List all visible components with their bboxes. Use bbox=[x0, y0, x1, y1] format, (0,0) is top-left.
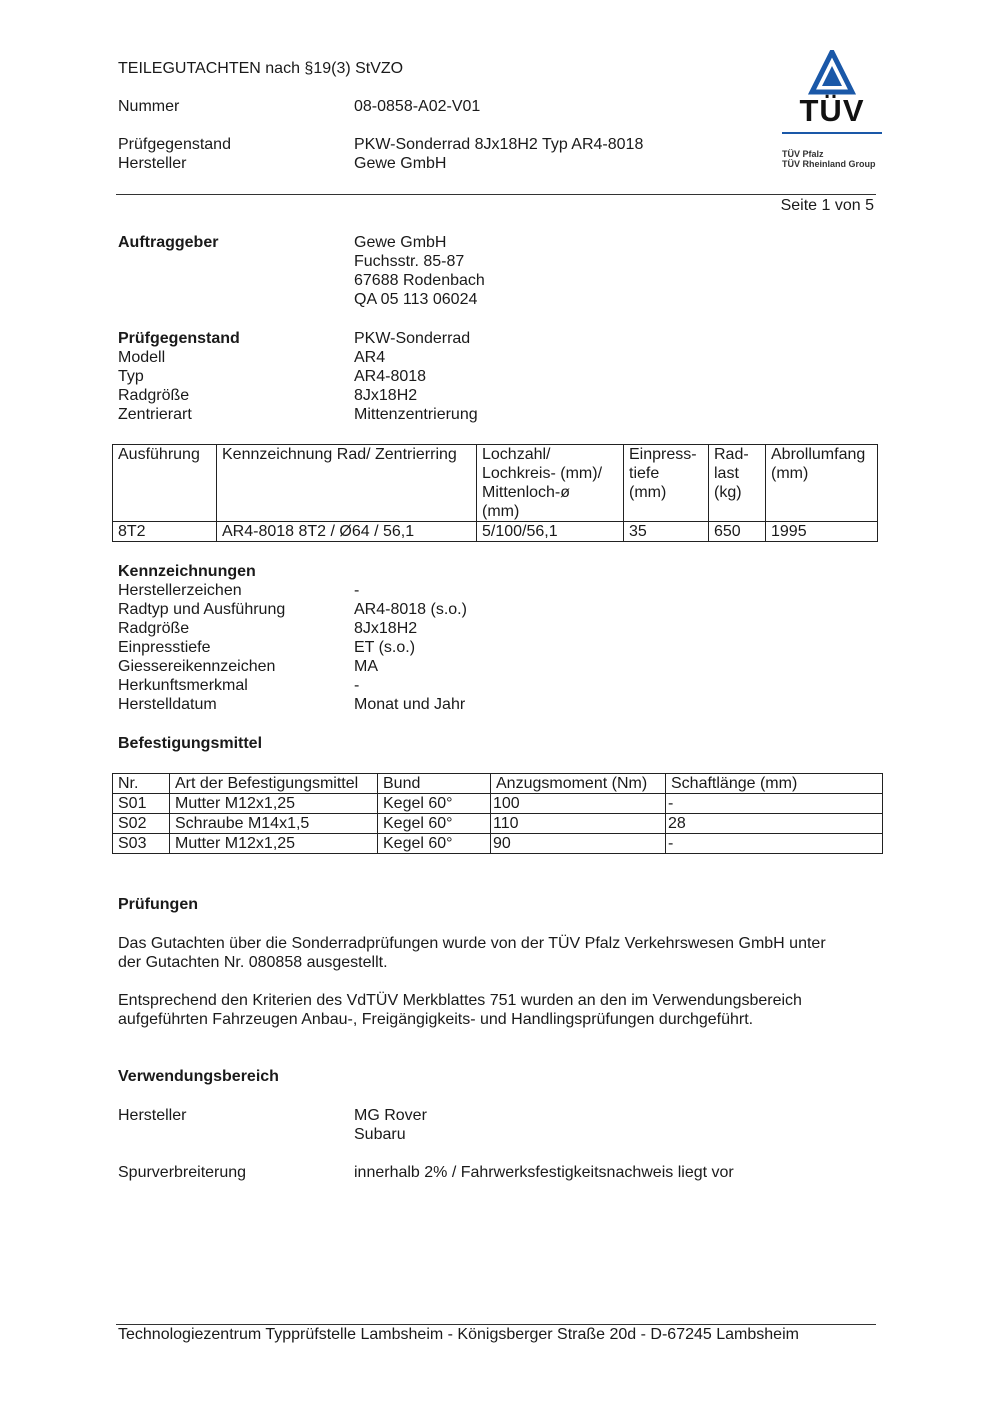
header-pruefgegenstand-value: PKW-Sonderrad 8Jx18H2 Typ AR4-8018 bbox=[354, 136, 644, 153]
auftraggeber-line: 67688 Rodenbach bbox=[354, 272, 485, 289]
kennzeichnung-value: - bbox=[354, 677, 360, 694]
zentrierart-label: Zentrierart bbox=[118, 406, 192, 423]
table-cell: 110 bbox=[491, 814, 666, 834]
kennzeichnung-value: ET (s.o.) bbox=[354, 639, 416, 656]
table-header-cell: Lochzahl/ Lochkreis- (mm)/ Mittenloch-ø (mm) bbox=[477, 445, 624, 522]
wheel-spec-table bbox=[112, 444, 878, 542]
kennzeichnung-label: Giessereikennzeichen bbox=[118, 658, 276, 675]
verwendung-hersteller-value: Subaru bbox=[354, 1126, 406, 1143]
kennzeichnung-value: AR4-8018 (s.o.) bbox=[354, 601, 467, 618]
kennzeichnung-label: Herkunftsmerkmal bbox=[118, 677, 248, 694]
table-header-cell: Rad- last (kg) bbox=[709, 445, 766, 522]
footer-address: Technologiezentrum Typprüfstelle Lambsheim - Königsberger Straße 20d - D-67245 Lambsheim bbox=[118, 1326, 799, 1343]
table-header-cell: Abrollumfang (mm) bbox=[766, 445, 878, 522]
kennzeichnung-label: Herstelldatum bbox=[118, 696, 217, 713]
verwendung-hersteller-value: MG Rover bbox=[354, 1107, 427, 1124]
table-cell: - bbox=[666, 834, 883, 854]
table-header-cell: Nr. bbox=[113, 774, 170, 794]
tuv-logo bbox=[782, 50, 884, 172]
modell-value: AR4 bbox=[354, 349, 386, 366]
table-cell: Kegel 60° bbox=[378, 834, 491, 854]
kennzeichnung-value: MA bbox=[354, 658, 378, 675]
kennzeichnung-value: - bbox=[354, 582, 360, 599]
table-cell: 28 bbox=[666, 814, 883, 834]
pruefgegenstand-heading: Prüfgegenstand bbox=[118, 330, 240, 347]
tuv-logo-mark: TÜV bbox=[799, 93, 865, 128]
table-cell: Schraube M14x1,5 bbox=[170, 814, 378, 834]
kennzeichnung-label: Radgröße bbox=[118, 620, 190, 637]
pruefungen-paragraph-line: Entsprechend den Kriterien des VdTÜV Merkblattes 751 wurden an den im Verwendungsbereich bbox=[118, 992, 802, 1009]
table-cell: 650 bbox=[709, 522, 766, 542]
befestigungsmittel-heading: Befestigungsmittel bbox=[118, 735, 263, 752]
table-cell: Kegel 60° bbox=[378, 814, 491, 834]
kennzeichnung-label: Radtyp und Ausführung bbox=[118, 601, 286, 618]
table-cell: 90 bbox=[491, 834, 666, 854]
table-header-row bbox=[113, 774, 883, 794]
pruefungen-paragraph-line: der Gutachten Nr. 080858 ausgestellt. bbox=[118, 954, 388, 971]
tuv-logo-line1: TÜV Pfalz bbox=[782, 149, 824, 159]
table-header-cell: Einpress- tiefe (mm) bbox=[624, 445, 709, 522]
kennzeichnung-value: Monat und Jahr bbox=[354, 696, 466, 713]
table-cell: 35 bbox=[624, 522, 709, 542]
table-cell: 8T2 bbox=[113, 522, 217, 542]
kennzeichnung-value: 8Jx18H2 bbox=[354, 620, 418, 637]
auftraggeber-line: Gewe GmbH bbox=[354, 234, 447, 251]
typ-value: AR4-8018 bbox=[354, 368, 427, 385]
table-cell: Mutter M12x1,25 bbox=[170, 794, 378, 814]
table-cell: - bbox=[666, 794, 883, 814]
verwendungsbereich-heading: Verwendungsbereich bbox=[118, 1068, 279, 1085]
document-title: TEILEGUTACHTEN nach §19(3) StVZO bbox=[118, 60, 404, 77]
table-cell: Mutter M12x1,25 bbox=[170, 834, 378, 854]
fastener-table bbox=[112, 773, 883, 854]
spurverbreiterung-label: Spurverbreiterung bbox=[118, 1164, 247, 1181]
tuv-logo-line2: TÜV Rheinland Group bbox=[782, 159, 876, 169]
table-header-cell: Art der Befestigungsmittel bbox=[170, 774, 378, 794]
modell-label: Modell bbox=[118, 349, 166, 366]
table-header-cell: Schaftlänge (mm) bbox=[666, 774, 883, 794]
radgroesse-value: 8Jx18H2 bbox=[354, 387, 418, 404]
table-header-cell: Bund bbox=[378, 774, 491, 794]
spurverbreiterung-value: innerhalb 2% / Fahrwerksfestigkeitsnachweis liegt vor bbox=[354, 1164, 734, 1181]
header-pruefgegenstand-label: Prüfgegenstand bbox=[118, 136, 231, 153]
table-header-cell: Kennzeichnung Rad/ Zentrierring bbox=[217, 445, 477, 522]
tuv-logo-bar bbox=[782, 132, 882, 134]
header-divider bbox=[116, 194, 876, 195]
nummer-value: 08-0858-A02-V01 bbox=[354, 98, 481, 115]
table-row bbox=[113, 834, 883, 854]
table-cell: S02 bbox=[113, 814, 170, 834]
radgroesse-label: Radgröße bbox=[118, 387, 190, 404]
nummer-label: Nummer bbox=[118, 98, 180, 115]
table-header-row bbox=[113, 445, 878, 522]
table-cell: S01 bbox=[113, 794, 170, 814]
tuv-triangle-icon bbox=[782, 50, 882, 96]
table-cell: 5/100/56,1 bbox=[477, 522, 624, 542]
pruefungen-paragraph-line: aufgeführten Fahrzeugen Anbau-, Freigängigkeits- und Handlingsprüfungen durchgeführt. bbox=[118, 1011, 754, 1028]
table-cell: Kegel 60° bbox=[378, 794, 491, 814]
header-hersteller-value: Gewe GmbH bbox=[354, 155, 447, 172]
verwendung-hersteller-label: Hersteller bbox=[118, 1107, 187, 1124]
table-row bbox=[113, 814, 883, 834]
page-number: Seite 1 von 5 bbox=[780, 197, 874, 214]
zentrierart-value: Mittenzentrierung bbox=[354, 406, 478, 423]
table-cell: S03 bbox=[113, 834, 170, 854]
table-header-cell: Anzugsmoment (Nm) bbox=[491, 774, 666, 794]
typ-label: Typ bbox=[118, 368, 144, 385]
auftraggeber-line: Fuchsstr. 85-87 bbox=[354, 253, 465, 270]
table-row bbox=[113, 522, 878, 542]
kennzeichnungen-heading: Kennzeichnungen bbox=[118, 563, 256, 580]
pruefgegenstand-value: PKW-Sonderrad bbox=[354, 330, 471, 347]
table-cell: 100 bbox=[491, 794, 666, 814]
table-row bbox=[113, 794, 883, 814]
header-hersteller-label: Hersteller bbox=[118, 155, 187, 172]
auftraggeber-label: Auftraggeber bbox=[118, 234, 219, 251]
table-cell: 1995 bbox=[766, 522, 878, 542]
kennzeichnung-label: Einpresstiefe bbox=[118, 639, 211, 656]
table-cell: AR4-8018 8T2 / Ø64 / 56,1 bbox=[217, 522, 477, 542]
kennzeichnung-label: Herstellerzeichen bbox=[118, 582, 242, 599]
pruefungen-paragraph-line: Das Gutachten über die Sonderradprüfungen wurde von der TÜV Pfalz Verkehrswesen GmbH unter bbox=[118, 935, 826, 952]
auftraggeber-line: QA 05 113 06024 bbox=[354, 291, 478, 308]
pruefungen-heading: Prüfungen bbox=[118, 896, 198, 913]
table-header-cell: Ausführung bbox=[113, 445, 217, 522]
